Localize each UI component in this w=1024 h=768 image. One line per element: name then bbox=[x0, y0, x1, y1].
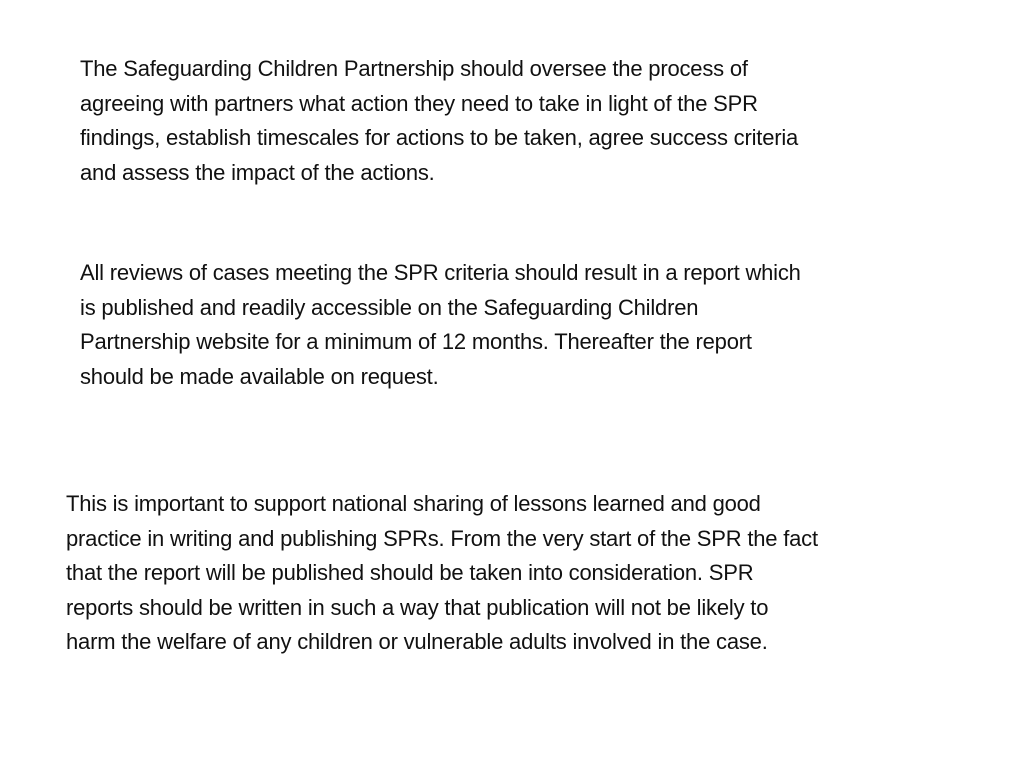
paragraph-publication: All reviews of cases meeting the SPR criteria should result in a report which is published and readily accessible on the Safeguarding Children Partnership website for a minimum of 12 months. Thereafter the report should be made available on request. bbox=[80, 260, 801, 389]
paragraph-importance: This is important to support national sharing of lessons learned and good practice in writing and publishing SPRs. From the very start of the SPR the fact that the report will be published should be taken into consideration. SPR reports should be written in such a way that publication will not be likely to harm the welfare of any children or vulnerable adults involved in the case. bbox=[66, 491, 818, 654]
paragraph-oversight: The Safeguarding Children Partnership should oversee the process of agreeing with partners what action they need to take in light of the SPR findings, establish timescales for actions to be taken, agree success criteria and assess the impact of the actions. bbox=[80, 56, 799, 185]
